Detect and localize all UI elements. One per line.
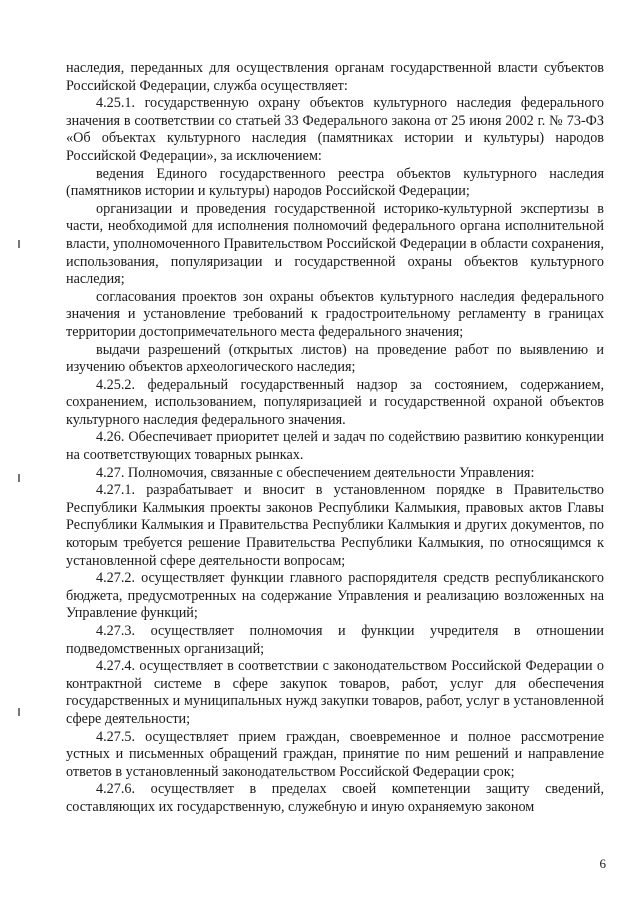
scan-mark [18,708,20,716]
scan-mark [18,474,20,482]
paragraph: 4.27.6. осуществляет в пределах своей компетенции защиту сведений, составляющих их государственную, служебную и иную охраняемую законом [66,781,604,815]
scan-mark [18,240,20,248]
paragraph: выдачи разрешений (открытых листов) на проведение работ по выявлению и изучению объектов археологического наследия; [66,341,604,376]
paragraph: 4.27.1. разрабатывает и вносит в установленном порядке в Правительство Республики Калмыкия проекты законов Республики Калмыкия, правовых актов Главы Республики Калмыкия и Правительства Республики Калмыкия и других документов, по которым требуется решение Правительства Республики Калмыкия, по относящимся к установленной сфере деятельности вопросам; [66,482,604,569]
paragraph: 4.27.5. осуществляет прием граждан, своевременное и полное рассмотрение устных и письменных обращений граждан, принятие по ним решений и направление ответов в установленный законодательством Российской Федерации срок; [66,728,604,780]
paragraph: 4.25.2. федеральный государственный надзор за состоянием, содержанием, сохранением, использованием, популяризацией и государственной охраной объектов культурного наследия федерального значения. [66,376,604,428]
page-number: 6 [599,856,606,871]
paragraph: 4.27. Полномочия, связанные с обеспечением деятельности Управления: [96,464,535,481]
paragraph: 4.27.4. осуществляет в соответствии с законодательством Российской Федерации о контрактной системе в сфере закупок товаров, работ, услуг для обеспечения государственных и муниципальных нужд закупки товаров, работ, услуг в установленной сфере деятельности; [66,658,604,727]
paragraph: 4.27.2. осуществляет функции главного распорядителя средств республиканского бюджета, предусмотренных на содержание Управления и реализацию возложенных на Управление функций; [66,570,604,622]
paragraph: 4.25.1. государственную охрану объектов культурного наследия федерального значения в соответствии со статьей 33 Федерального закона от 25 июня 2002 г. № 73-ФЗ «Об объектах культурного наследия (памятниках истории и культуры) народов Российской Федерации», за исключением: [66,95,604,164]
paragraph: согласования проектов зон охраны объектов культурного наследия федерального значения и установление требований к градостроительному регламенту в границах территории достопримечательного места федерального значения; [66,288,604,340]
paragraph: организации и проведения государственной историко-культурной экспертизы в части, необходимой для исполнения полномочий федерального органа исполнительной власти, уполномоченного Правительством Российской Федерации в области сохранения, использования, популяризации и государственной охраны объектов культурного наследия; [66,200,605,288]
paragraph: ведения Единого государственного реестра объектов культурного наследия (памятников истории и культуры) народов Российской Федерации; [66,165,604,200]
paragraph: наследия, переданных для осуществления органам государственной власти субъектов Российской Федерации, служба осуществляет: [66,60,604,94]
document-body [66,60,604,817]
paragraph: 4.26. Обеспечивает приоритет целей и задач по содействию развитию конкуренции на соответствующих товарных рынках. [66,429,604,464]
paragraph: 4.27.3. осуществляет полномочия и функции учредителя в отношении подведомственных организаций; [66,623,604,657]
